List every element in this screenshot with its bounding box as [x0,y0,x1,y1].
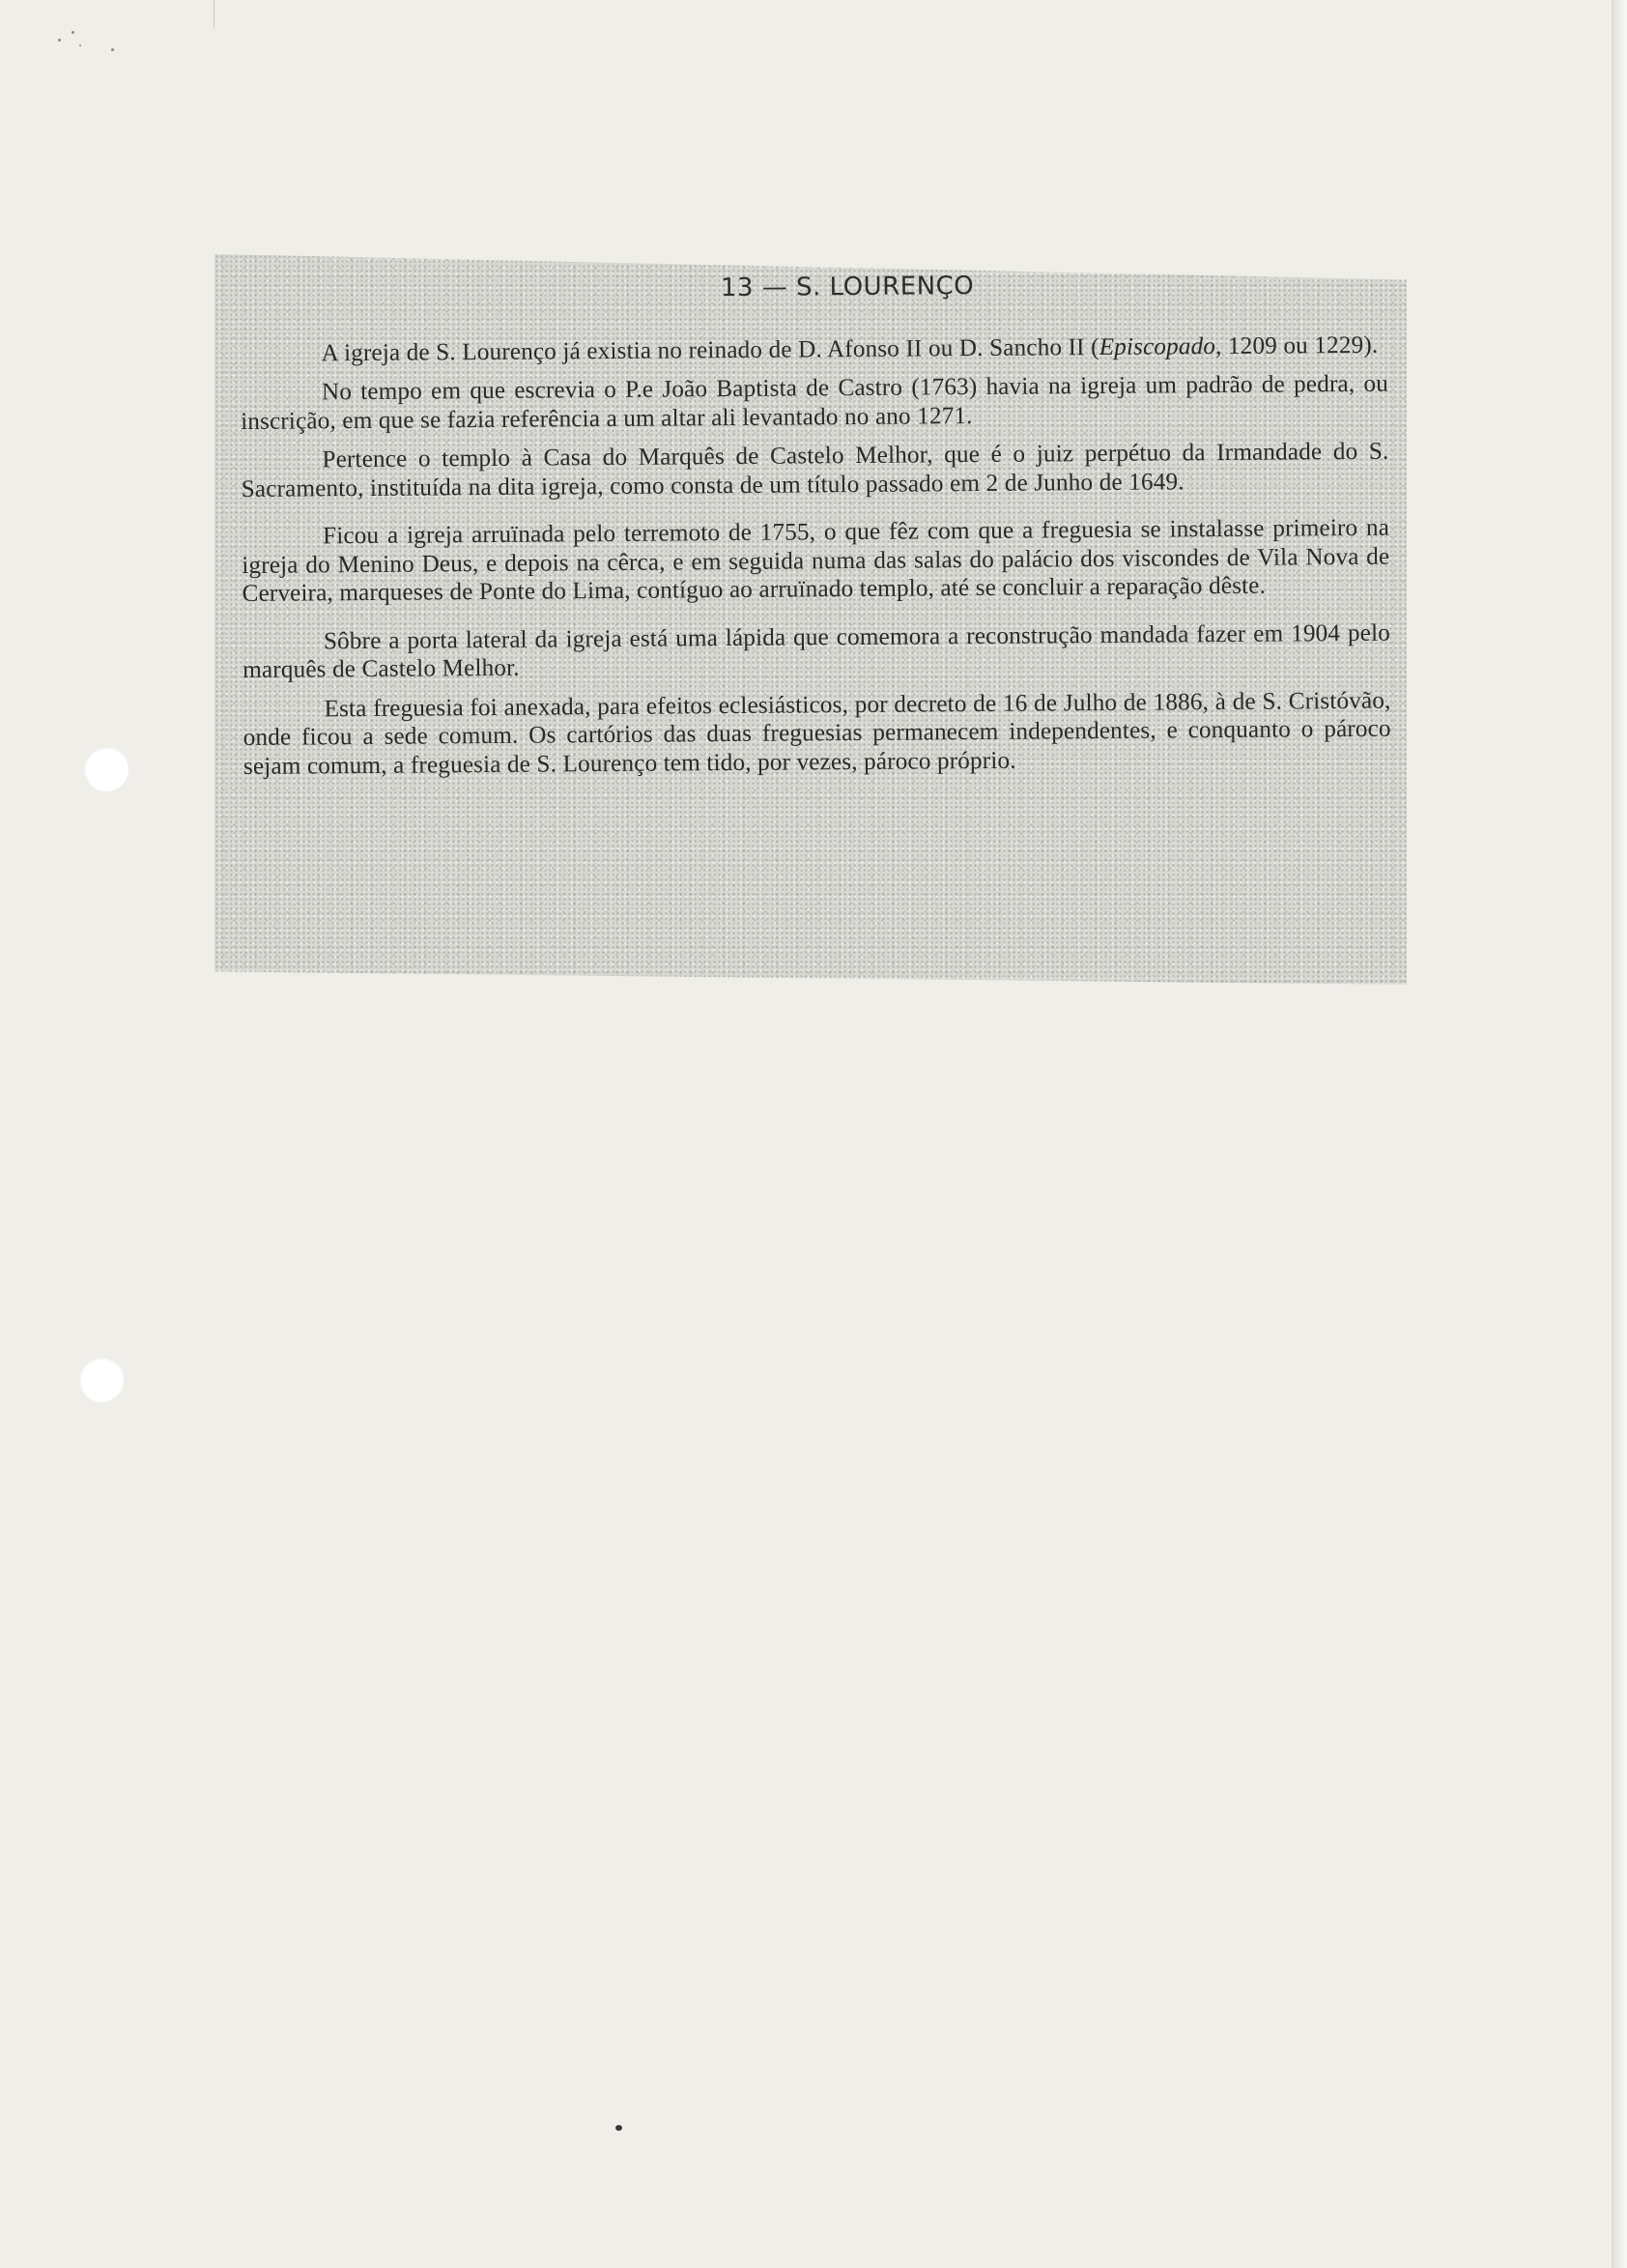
speck [71,31,74,34]
paragraph-4: Ficou a igreja arruïnada pelo terremoto de 1755, o que fêz com que a freguesia se instalasse primeiro na igreja do Menino Deus, e depois na cêrca, e em seguida numa das salas do palácio dos viscondes de Vila Nova de Cerveira, marqueses de Ponte do Lima, contíguo ao arruïnado templo, até se concluir a reparação dêste. [242,514,1390,607]
chapter-heading: 13 — S. LOURENÇO [720,272,975,303]
speck [79,44,81,46]
paragraph-1-tail: , 1209 ou 1229). [1214,331,1379,359]
paragraph-2: No tempo em que escrevia o P.e João Baptista de Castro (1763) havia na igreja um padrão de pedra, ou inscrição, em que se fazia referência a um altar ali levantado no ano 1271. [241,370,1389,435]
punch-hole-top [84,747,128,791]
paragraph-3: Pertence o templo à Casa do Marquês de Castelo Melhor, que é o juiz perpétuo da Irmandade do S. Sacramento, instituída na dita igreja, como consta de um título passado em 2 de Junho de 1649. [241,438,1389,502]
paragraph-5: Sôbre a porta lateral da igreja está uma lápida que comemora a reconstrução mandada fazer em 1904 pelo marquês de Castelo Melhor. [243,619,1391,683]
paragraph-1-italic: Episcopado [1099,332,1216,360]
paragraph-6: Esta freguesia foi anexada, para efeitos eclesiásticos, por decreto de 16 de Julho de 1886, à de S. Cristóvão, onde ficou a sede comum. Os cartórios das duas freguesias permanecem independentes, e conquanto o pároco sejam comum, a freguesia de S. Lourenço tem tido, por vezes, pároco próprio. [243,687,1391,780]
ink-specks [58,27,135,56]
clipping-text [240,270,1391,781]
paragraph-1-text: A igreja de S. Lourenço já existia no reinado de D. Afonso II ou D. Sancho II ( [321,333,1099,366]
sheet-edge [1613,0,1627,2268]
ink-dot [615,2125,622,2131]
paragraph-1 [240,330,1387,368]
speck [58,39,61,42]
punch-hole-bottom [79,1358,124,1402]
speck [111,48,114,51]
